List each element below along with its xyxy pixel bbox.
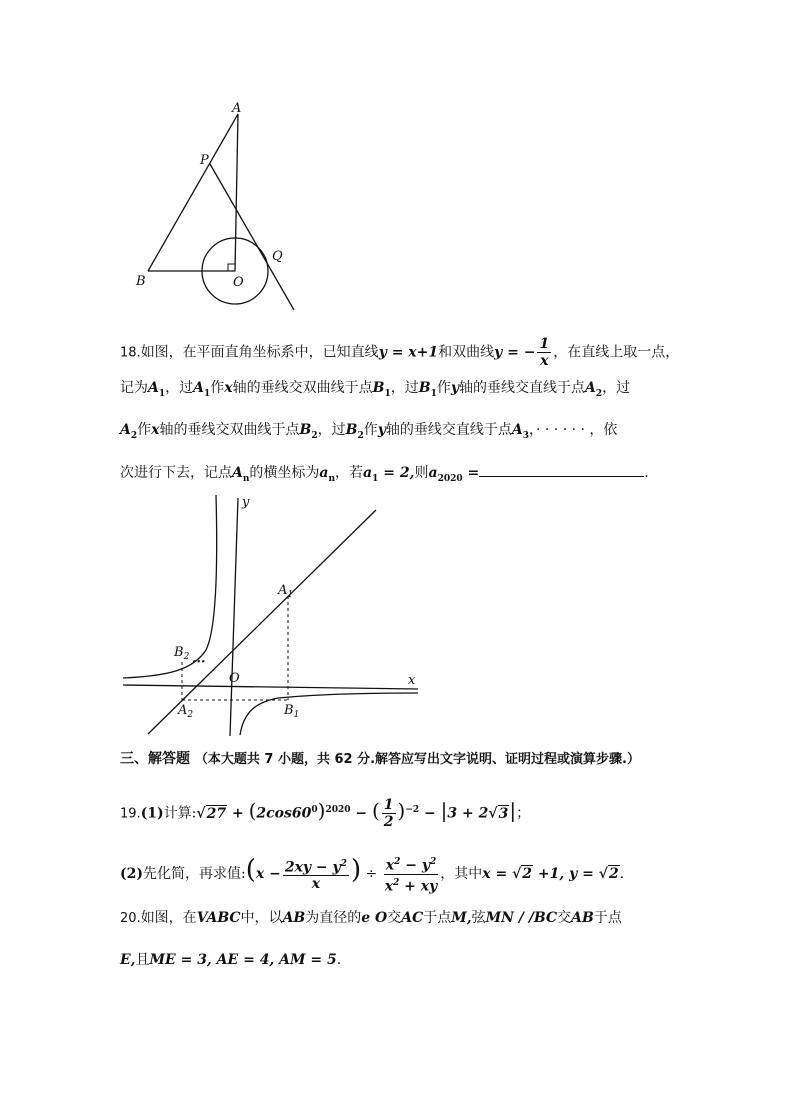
degree: 0 [311, 805, 318, 815]
sqrt-sign: √ [512, 866, 522, 882]
given-values: ME = 3, AE = 4, AM = 5 [149, 952, 337, 968]
a1-value: = 2, [378, 465, 415, 481]
label-B1: $B_1$ [284, 703, 300, 720]
pt-M: M, [451, 910, 472, 926]
q18-text: ，过 [317, 422, 346, 438]
sub: 1 [430, 388, 437, 399]
section-note: （本大题共 7 小题，共 62 分.解答应写出文字说明、证明过程或演算步骤.） [194, 752, 640, 767]
frac-num: 1 [383, 797, 394, 814]
q20-text: 且 [135, 952, 150, 968]
sub: 1 [372, 473, 379, 484]
sqrt-2: 2 [522, 866, 533, 882]
period: . [619, 866, 625, 882]
div-sign: ÷ [361, 866, 382, 882]
label-dots: ··· [192, 655, 206, 670]
label-y: y [242, 495, 250, 510]
sub: n [242, 473, 250, 484]
triangle-ABC: VABC [196, 910, 241, 926]
sub: 2020 [437, 473, 463, 484]
frac-num: 1 [539, 336, 550, 352]
q18-text: 次进行下去，记点 [120, 465, 232, 481]
half-frac [382, 797, 396, 830]
sub: 2 [595, 388, 603, 399]
label-Q: Q [272, 249, 283, 264]
q20-line1 [120, 908, 622, 929]
q18-text: ，过 [165, 380, 194, 396]
q18-line2 [120, 378, 630, 404]
section-heading [120, 748, 640, 768]
pt-B2: B [345, 422, 358, 438]
exp-neg2: −2 [405, 805, 420, 815]
sqrt-sign: √ [488, 805, 498, 822]
frac-den: x [540, 353, 549, 369]
q19-part1 [120, 792, 530, 833]
paren: ( [371, 798, 380, 823]
q18-text: ，过 [390, 380, 419, 396]
seg-AB: AB [571, 910, 594, 926]
exp-2020: 2020 [325, 805, 351, 815]
hyperbola-left-branch [123, 495, 217, 678]
cos-term: 2cos60 [256, 805, 312, 822]
label-B2: $B_2$ [174, 645, 190, 662]
q18-text: ，在直线上取一点， [553, 344, 680, 361]
op: − [419, 805, 441, 822]
q20-text: 交 [557, 910, 572, 926]
q19-part2 [120, 850, 624, 894]
q18-line3 [120, 420, 617, 446]
pt-B2: B [299, 422, 312, 438]
sub: 2 [130, 430, 138, 441]
label-B: B [136, 274, 146, 289]
q18-line4 [120, 462, 649, 489]
q18-text: 作 [363, 422, 378, 438]
q20-number: 20. [120, 911, 141, 926]
frac-num: $x^2 - y^2$ [384, 854, 439, 875]
q18-text: ，· · · · · · ，依 [529, 422, 618, 438]
paren: ( [245, 855, 256, 885]
sqrt-sign: √ [196, 805, 206, 822]
frac-num: $2xy - y^2$ [283, 856, 349, 877]
abs-bar: | [509, 798, 517, 823]
q18-text: 轴的垂线交直线于点 [459, 380, 585, 396]
segment-AO [235, 114, 238, 271]
q18-text: 轴的垂线交双曲线于点 [159, 422, 300, 438]
segment-BP-A [148, 114, 238, 271]
pt-B1: B [372, 380, 385, 396]
x-minus: x − [255, 866, 281, 882]
pt-A1: A [193, 380, 205, 396]
seg-AC: AC [401, 910, 424, 926]
sqrt-3: 3 [498, 805, 509, 822]
paren: ) [397, 798, 406, 823]
q18-text: 和双曲线 [438, 344, 495, 361]
var-y: y [377, 422, 386, 438]
q18-text: 则 [414, 465, 429, 481]
x-value: x = [482, 866, 513, 882]
q19-number: 19. [120, 806, 141, 822]
sub: 1 [384, 388, 391, 399]
q18-text: 如图，在平面直角坐标系中，已知直线 [140, 344, 379, 361]
chord-MN: MN / /BC [485, 910, 558, 926]
label-A: A [232, 101, 242, 116]
q18-line-eq: y = x+1 [378, 344, 439, 361]
q18-text: 的横坐标为 [249, 465, 320, 481]
sub: 1 [158, 388, 166, 399]
pt-A1: A [148, 380, 159, 396]
op: + [227, 805, 249, 822]
paren: ) [350, 855, 362, 885]
pt-A2: A [585, 380, 596, 396]
var-a2020: a [428, 465, 438, 481]
sub: 1 [204, 388, 211, 399]
hyperbola-right-branch [240, 693, 418, 735]
circle-O: e O [361, 910, 388, 926]
sub: 2 [311, 430, 318, 441]
label-x: x [408, 673, 416, 688]
answer-blank[interactable] [479, 462, 644, 477]
label-O: O [233, 275, 244, 290]
eq-sign: = [462, 465, 480, 481]
x-axis [123, 685, 418, 689]
section-title: 三、解答题 [120, 751, 190, 767]
q19-text: 先化简，再求值: [143, 866, 246, 882]
q18-text: ，若 [335, 465, 364, 481]
label-P: P [200, 153, 209, 168]
pt-An: A [232, 465, 243, 481]
pt-A3: A [511, 422, 523, 438]
sqrt-27: 27 [206, 805, 227, 822]
q20-line2 [120, 950, 341, 970]
paren: ( [248, 798, 257, 823]
period: . [336, 952, 342, 968]
hyperbola-figure [118, 490, 428, 740]
frac-den: 2 [383, 814, 394, 831]
label-A1: $A_1$ [278, 583, 294, 600]
abs-bar: | [440, 798, 448, 823]
q18-text: 作 [436, 380, 451, 396]
q18-text: ，过 [602, 380, 631, 396]
sub: 2 [357, 430, 364, 441]
q20-text: 为直径的 [305, 910, 362, 926]
sqrt-2: 2 [608, 866, 619, 882]
part-label: (2) [120, 866, 143, 882]
abs-inner: 3 + 2 [447, 805, 489, 822]
pt-B1: B [418, 380, 431, 396]
label-A2: $A_2$ [178, 703, 194, 720]
line-PQ [210, 164, 294, 310]
frac-1 [283, 856, 349, 893]
y-value: +1, y = [533, 866, 599, 882]
pt-E: E, [120, 952, 136, 968]
q18-hyp-frac [537, 336, 551, 369]
sqrt-sign: √ [598, 866, 608, 882]
q19-text: ，其中 [440, 866, 483, 882]
q20-text: 于点 [593, 910, 622, 926]
q20-text: 于点 [423, 910, 452, 926]
q18-text: 轴的垂线交直线于点 [385, 422, 512, 438]
seg-AB: AB [282, 910, 306, 926]
frac-den: $x^2$ + xy [384, 877, 438, 895]
q18-text: 轴的垂线交双曲线于点 [232, 380, 373, 396]
triangle-circle-figure [120, 100, 310, 315]
q18-text: 作 [210, 380, 225, 396]
var-x: x [224, 380, 233, 396]
q18-number: 18. [120, 345, 141, 361]
q18-text: 记为 [120, 380, 148, 396]
op: − [350, 805, 372, 822]
paren: ) [317, 798, 326, 823]
q20-text: 交 [387, 910, 402, 926]
q19-text: ； [516, 805, 531, 822]
var-a1: a [363, 465, 373, 481]
pt-A2: A [120, 422, 131, 438]
q18-hyp-lhs: y = − [494, 344, 536, 361]
q20-text: 中，以 [240, 910, 283, 926]
sub: 3 [522, 430, 529, 441]
q18-text: 作 [137, 422, 152, 438]
var-an: a [319, 465, 329, 481]
frac-2 [384, 854, 439, 894]
period: . [644, 465, 649, 481]
sub: n [328, 473, 336, 484]
right-angle-mark [228, 264, 235, 271]
part-label: (1) [140, 805, 164, 822]
label-O: O [229, 671, 240, 686]
q19-text: 计算: [163, 805, 197, 822]
var-y: y [450, 380, 459, 396]
q20-text: 如图，在 [140, 910, 197, 926]
q20-text: 弦 [471, 910, 486, 926]
frac-den: x [311, 876, 321, 893]
q18-line1 [120, 336, 679, 369]
var-x: x [151, 422, 160, 438]
